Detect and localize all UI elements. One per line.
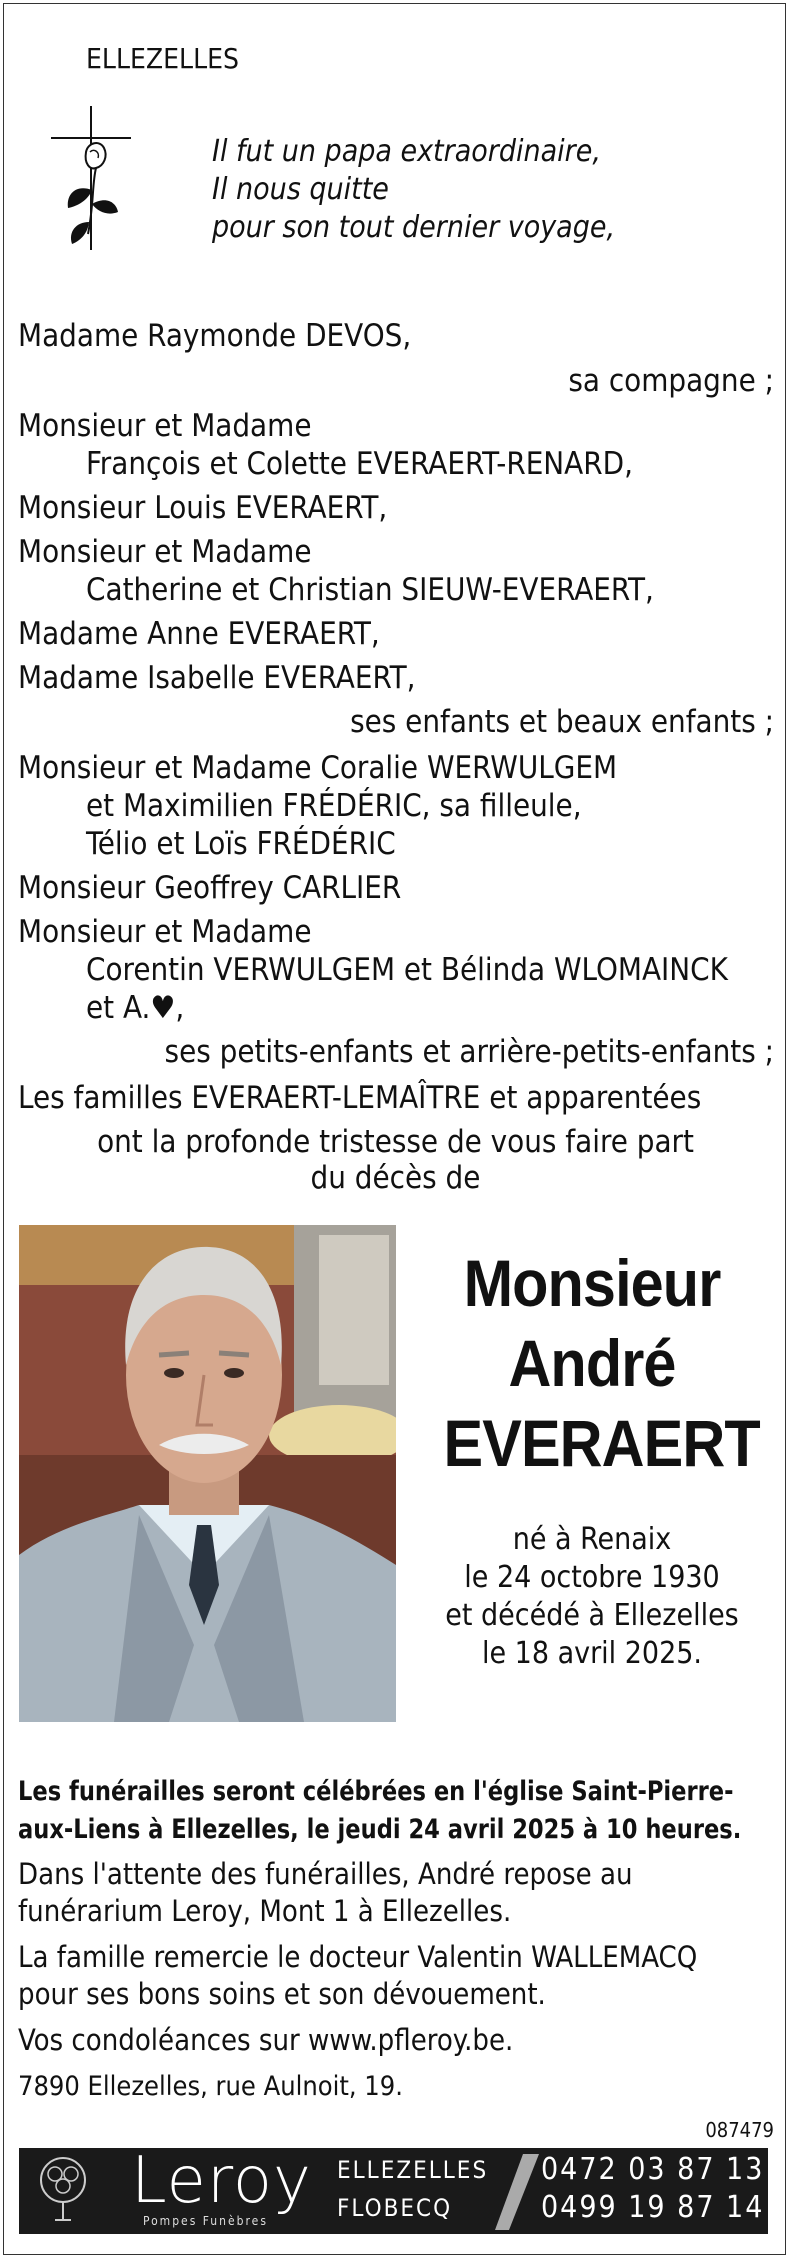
family-relation: ses enfants et beaux enfants ;	[350, 704, 774, 740]
thanks-info: La famille remercie le docteur Valentin WALLEMACQ	[18, 1940, 698, 1974]
cross-rose-icon	[48, 104, 134, 252]
deceased-last-name: EVERAERT	[443, 1406, 760, 1480]
death-place: et décédé à Ellezelles	[445, 1598, 739, 1633]
address: 7890 Ellezelles, rue Aulnoit, 19.	[18, 2071, 403, 2102]
death-date: le 18 avril 2025.	[482, 1636, 702, 1671]
repose-info: funérarium Leroy, Mont 1 à Ellezelles.	[18, 1894, 512, 1928]
portrait-photo	[19, 1225, 396, 1722]
family-line: Catherine et Christian SIEUW-EVERAERT,	[86, 572, 654, 608]
announcement-line: ont la profonde tristesse de vous faire part	[97, 1124, 694, 1160]
city-flobecq: FLOBECQ	[337, 2194, 453, 2222]
phone-number[interactable]: 0472 03 87 13	[541, 2152, 765, 2187]
family-line: Monsieur Louis EVERAERT,	[18, 490, 388, 526]
deceased-first-name: André	[508, 1326, 676, 1400]
funeral-info: aux-Liens à Ellezelles, le jeudi 24 avril 2025 à 10 heures.	[18, 1814, 742, 1845]
family-line: François et Colette EVERAERT-RENARD,	[86, 446, 633, 482]
family-line: Corentin VERWULGEM et Bélinda WLOMAINCK	[86, 952, 728, 988]
family-line: Madame Raymonde DEVOS,	[18, 318, 412, 354]
divider-stroke	[489, 2152, 549, 2232]
birth-place: né à Renaix	[512, 1522, 672, 1557]
family-line: Madame Anne EVERAERT,	[18, 616, 380, 652]
family-line: Madame Isabelle EVERAERT,	[18, 660, 416, 696]
announcement-line: du décès de	[310, 1160, 481, 1196]
family-line: Monsieur et Madame	[18, 534, 312, 570]
family-relation: sa compagne ;	[568, 363, 774, 399]
birth-date: le 24 octobre 1930	[464, 1560, 720, 1595]
verse-line-1: Il fut un papa extraordinaire,	[212, 134, 601, 169]
condolences-link[interactable]: Vos condoléances sur www.pfleroy.be.	[18, 2023, 514, 2057]
tree-logo-icon	[33, 2154, 93, 2228]
family-line: Monsieur Geoffrey CARLIER	[18, 870, 402, 906]
phone-number[interactable]: 0499 19 87 14	[541, 2190, 765, 2225]
family-line: et Maximilien FRÉDÉRIC, sa filleule,	[86, 788, 582, 824]
brand-name: Leroy	[131, 2144, 312, 2218]
family-line: et A.♥,	[86, 990, 185, 1026]
family-line: Monsieur et Madame	[18, 914, 312, 950]
town-name: ELLEZELLES	[86, 42, 240, 75]
repose-info: Dans l'attente des funérailles, André repose au	[18, 1857, 633, 1891]
family-relation: ses petits-enfants et arrière-petits-enfants ;	[164, 1034, 774, 1070]
brand-subtitle: Pompes Funèbres	[143, 2214, 268, 2228]
thanks-info: pour ses bons soins et son dévouement.	[18, 1977, 546, 2011]
family-line: Télio et Loïs FRÉDÉRIC	[86, 826, 396, 862]
reference-number: 087479	[705, 2118, 774, 2142]
family-line: Monsieur et Madame	[18, 408, 312, 444]
family-line: Monsieur et Madame Coralie WERWULGEM	[18, 750, 618, 786]
funeral-home-banner	[19, 2144, 768, 2234]
funeral-info: Les funérailles seront célébrées en l'église Saint-Pierre-	[18, 1776, 734, 1807]
deceased-title: Monsieur	[463, 1246, 721, 1320]
city-ellezelles: ELLEZELLES	[337, 2156, 489, 2184]
family-line: Les familles EVERAERT-LEMAÎTRE et apparentées	[18, 1080, 702, 1116]
verse-line-3: pour son tout dernier voyage,	[212, 210, 616, 245]
verse-line-2: Il nous quitte	[212, 172, 389, 207]
